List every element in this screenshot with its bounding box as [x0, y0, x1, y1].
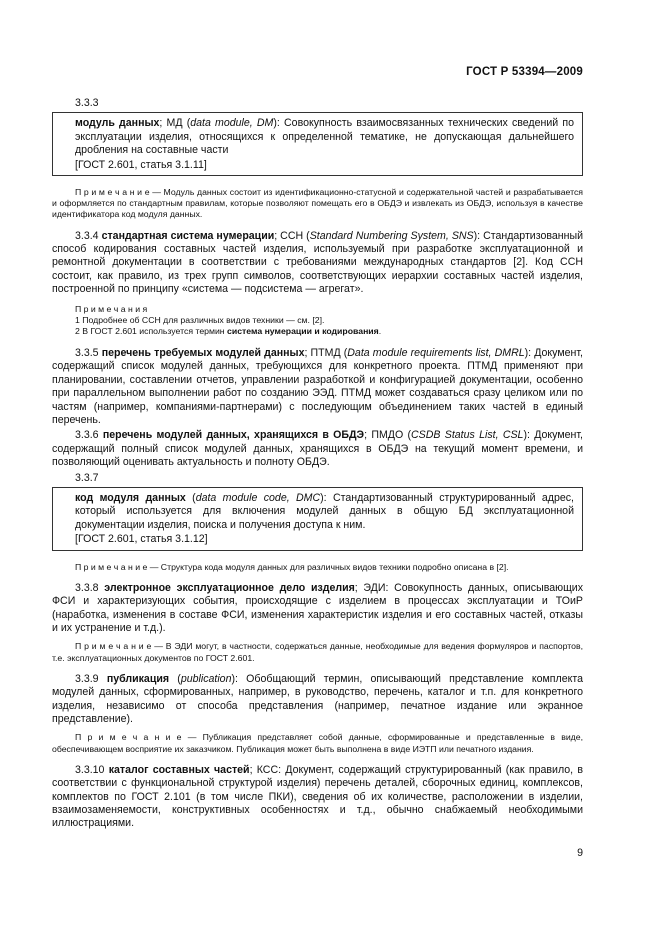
document-body	[52, 97, 583, 833]
clause-number: 3.3.4	[75, 229, 99, 242]
definition-part: (	[185, 491, 196, 504]
term-box-data-module-code	[52, 487, 583, 551]
note-text: — Модуль данных состоит из идентификационно-статусной и содержательной частей и разрабатывается и оформляется по стандартным правилам, которые позволяют помещать его в ОБДЭ и извлекать из ОБДЭ, используя в качестве идентификатора код модуля данных.	[52, 187, 584, 220]
term-box-data-module	[52, 112, 583, 176]
clause-3-3-6	[52, 429, 583, 469]
note-text: — Публикация представляет собой данные, сформированные и представленные в виде, обеспечивающем восприятие их заказчиком. Публикация может быть выполнена в виде ИЭТП или печатного издания.	[52, 732, 584, 754]
definition-text: ; КСС: Документ, содержащий структурированный (как правило, в соответствии с функциональной структурой изделия) перечень деталей, сборочных единиц, комплексов, комплектов по ГОСТ 2.101 (в том числе ПКИ), сведения об их количестве, расположении в изделии, взаимозаменяемости, конструктивных особенностях и т.д., обычно снабжаемый необходимыми иллюстрациями.	[52, 763, 583, 830]
term-english: publication	[180, 672, 232, 685]
term-english: Data module requirements list, DMRL	[347, 346, 525, 359]
note-item-term: система нумерации и кодирования	[227, 326, 379, 337]
term-definition	[75, 117, 574, 157]
term: перечень требуемых модулей данных	[101, 346, 305, 359]
note	[52, 732, 583, 754]
definition-part: ; МД (	[159, 117, 191, 130]
note-label: П р и м е ч а н и е	[75, 732, 182, 743]
clause-3-3-5	[52, 347, 583, 427]
source-reference: [ГОСТ 2.601, статья 3.1.11]	[75, 158, 207, 171]
source-reference: [ГОСТ 2.601, статья 3.1.12]	[75, 533, 208, 546]
term-english: Standard Numbering System, SNS	[309, 229, 474, 242]
note-text: — В ЭДИ могут, в частности, содержаться данные, необходимые для ведения формуляров и паспортов, т.е. эксплуатационных документов по ГОСТ 2.601.	[52, 641, 584, 663]
definition-text: ): Документ, содержащий полный список модулей данных, хранящихся в ОБДЭ на текущий момент времени, и позволяющий оценивать актуальность и полноту ОБДЭ.	[52, 429, 583, 469]
definition-text: ; ЭДИ: Совокупность данных, описывающих ФСИ и характеризующих события, происходящие с изделием в процессах эксплуатации и ТОиР (наработка, изменения в составе ФСИ, изменения характеристик изделия и его составных частей, отказы и их устранение и т.д.).	[52, 581, 583, 634]
note	[52, 187, 583, 221]
note-item	[52, 326, 583, 337]
document-header: ГОСТ Р 53394—2009	[466, 66, 583, 78]
definition-part: (	[169, 672, 181, 685]
note-item-end: .	[378, 326, 382, 337]
note-label: П р и м е ч а н и е	[75, 187, 150, 198]
term: перечень модулей данных, хранящихся в ОБДЭ	[102, 429, 365, 442]
term-english: data module code, DMC	[195, 491, 321, 504]
note-text: — Структура кода модуля данных для различных видов техники подробно описана в [2].	[147, 561, 509, 572]
definition-text: ): Документ, содержащий список модулей данных, требующихся для конкретного проекта. ПТМД применяют при планировании, составлении отчетов, управлении разработкой и конфигурацией документации, особенно при параллельном выполнении работ по созданию ЭЭД. ПТМД может создаваться сразу целиком или по частям (например, компаниями-партнерами) с последующим объединением таких частей в единый перечень.	[52, 346, 583, 426]
term: каталог составных частей	[108, 763, 250, 776]
definition-text: ): Обобщающий термин, описывающий представление комплекта модулей данных, сформированных, например, в руководство, перечень, каталог и т.п. для конкретного изделия, независимо от способа представления (например, печатное издание или экранное представление).	[52, 672, 583, 726]
note-item-text: 2 В ГОСТ 2.601 используется термин	[75, 326, 228, 337]
clause-3-3-8	[52, 582, 583, 636]
page-number: 9	[577, 847, 583, 859]
term-definition	[75, 492, 574, 532]
definition-text: ): Стандартизованный структурированный адрес, который используется для включения модулей данных в общую БД эксплуатационной документации изделия, поиска и получения доступа к ним.	[75, 491, 574, 531]
term: электронное эксплуатационное дело изделия	[104, 581, 355, 594]
clause-3-3-9	[52, 673, 583, 727]
clause-number: 3.3.9	[75, 672, 99, 685]
term: модуль данных	[75, 117, 160, 130]
note	[52, 641, 583, 663]
definition-part: ; ПМДО (	[364, 429, 412, 442]
definition-text: ): Совокупность взаимосвязанных технических сведений по эксплуатации изделия, относящихся к определенной тематике, не допускающая дальнейшего дробления на составные части	[75, 117, 574, 157]
notes-block	[52, 304, 583, 338]
clause-3-3-4	[52, 230, 583, 297]
clause-number: 3.3.5	[75, 346, 99, 359]
note	[52, 562, 583, 573]
clause-number: 3.3.7	[75, 471, 99, 484]
clause-number: 3.3.6	[75, 429, 99, 442]
note-label: П р и м е ч а н и е	[75, 561, 148, 572]
definition-text: ): Стандартизованный способ кодирования составных частей изделия, используемый при разработке эксплуатационной и ремонтной документации в соответствии с требованиями международных стандартов [2]. Код ССН состоит, как правило, из трех групп символов, соответствующих иерархии составных частей изделия, построенной по принципу «система — подсистема — агрегат».	[52, 229, 583, 296]
note-label: П р и м е ч а н и е	[75, 641, 152, 652]
note-item: 1 Подробнее об ССН для различных видов техники — см. [2].	[75, 315, 325, 326]
clause-number: 3.3.3	[75, 97, 99, 109]
notes-label: П р и м е ч а н и я	[75, 303, 148, 314]
term-english: CSDB Status List, CSL	[411, 429, 524, 442]
term: код модуля данных	[75, 491, 186, 504]
term: публикация	[106, 672, 170, 685]
term: стандартная система нумерации	[101, 229, 275, 242]
clause-3-3-10	[52, 764, 583, 831]
definition-part: ; ССН (	[274, 229, 310, 242]
term-english: data module, DM	[190, 117, 274, 130]
clause-number: 3.3.10	[75, 763, 105, 776]
clause-number: 3.3.8	[75, 581, 99, 594]
definition-part: ; ПТМД (	[304, 346, 348, 359]
